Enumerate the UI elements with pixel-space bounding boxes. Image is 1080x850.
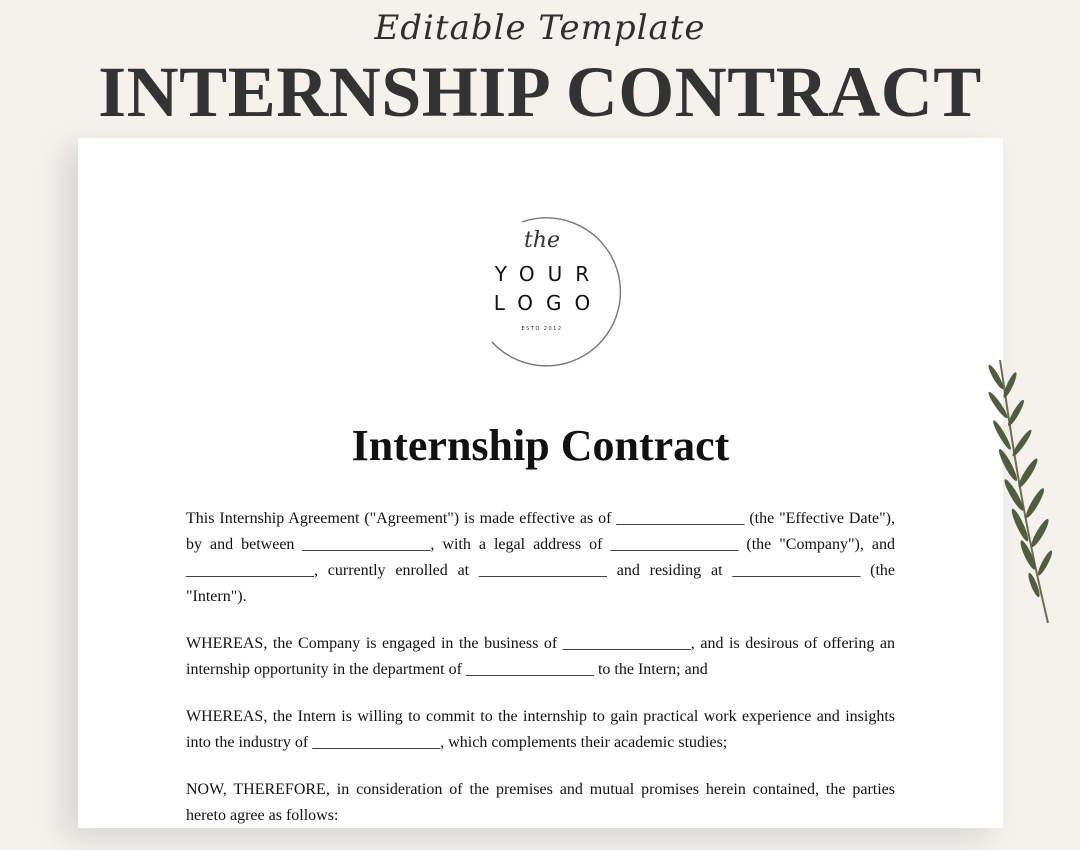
rosemary-sprig-icon	[980, 355, 1070, 630]
logo-line-logo: LOGO	[493, 291, 604, 315]
paragraph-intro: This Internship Agreement ("Agreement") is made effective as of ________________ (the "Effective Date"), by and between ________________, with a legal address of ________________ (the "Company"), and ________________, currently enrolled at ________________ and residing at ________________ (the "Intern").	[186, 510, 895, 605]
banner-title: INTERNSHIP CONTRACT	[98, 52, 982, 132]
company-logo	[462, 214, 622, 374]
paragraph-whereas-company: WHEREAS, the Company is engaged in the business of ________________, and is desirous of offering an internship opportunity in the department of ________________ to the Intern; and	[186, 635, 895, 678]
banner-script-heading: Editable Template	[374, 8, 706, 48]
document-body	[186, 506, 895, 850]
logo-estd: ESTD 2012	[521, 326, 563, 332]
document-page	[78, 138, 1003, 828]
paragraph-now-therefore: NOW, THEREFORE, in consideration of the premises and mutual promises herein contained, the parties hereto agree as follows:	[186, 781, 895, 824]
logo-line-your: YOUR	[494, 262, 603, 286]
logo-the-text: the	[523, 228, 561, 253]
document-title: Internship Contract	[351, 421, 730, 470]
paragraph-whereas-intern: WHEREAS, the Intern is willing to commit to the internship to gain practical work experience and insights into the industry of ________________, which complements their academic studies;	[186, 708, 895, 751]
